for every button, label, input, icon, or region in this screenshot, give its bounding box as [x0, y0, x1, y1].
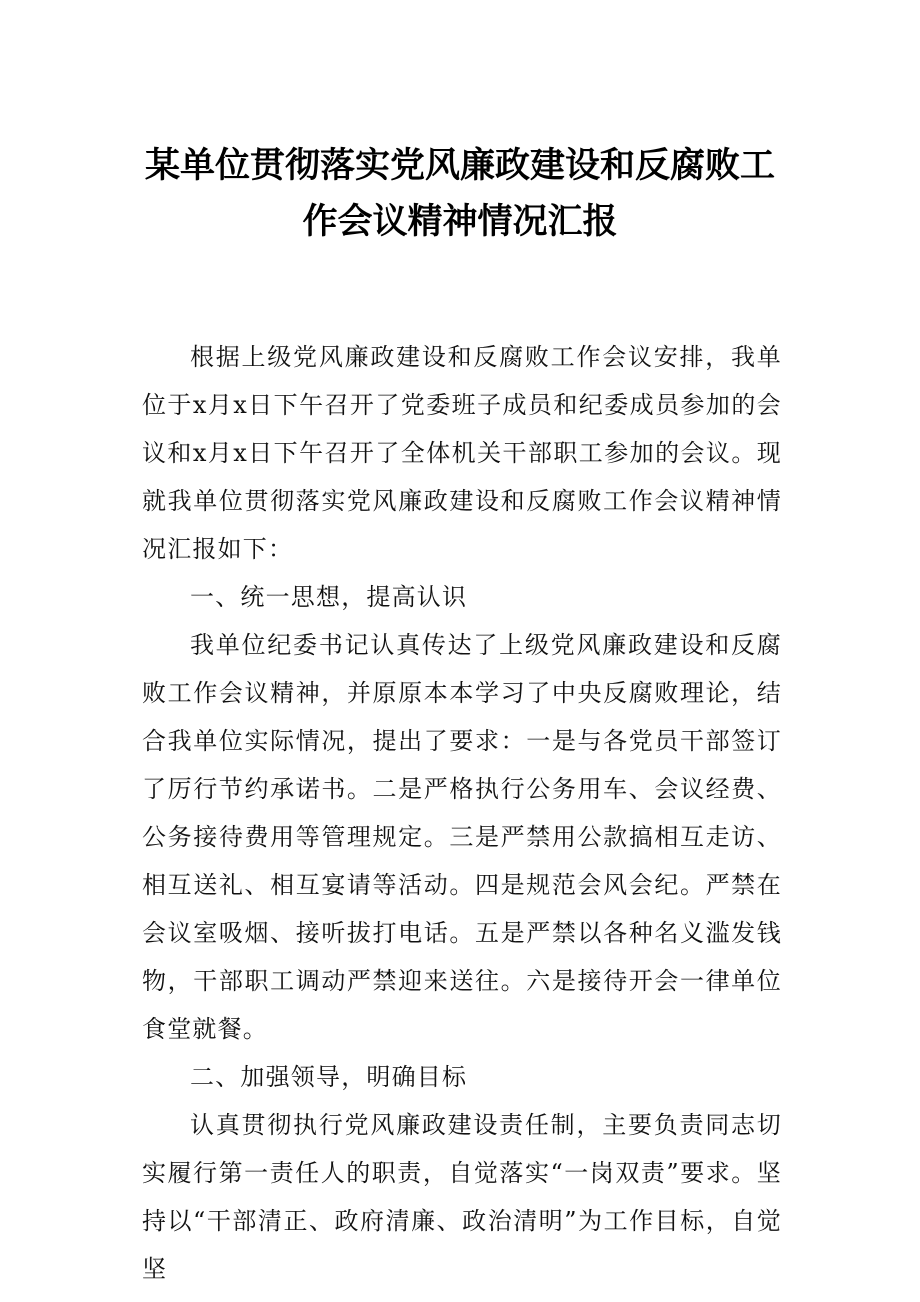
paragraph-section-1: 我单位纪委书记认真传达了上级党风廉政建设和反腐败工作会议精神，并原原本本学习了中央反腐败理论，结合我单位实际情况，提出了要求：一是与各党员干部签订了厉行节约承诺书。二是严格执行公务用车、会议经费、公务接待费用等管理规定。三是严禁用公款搞相互走访、相互送礼、相互宴请等活动。四是规范会风会纪。严禁在会议室吸烟、接听拔打电话。五是严禁以各种名义滥发钱物，干部职工调动严禁迎来送往。六是接待开会一律单位食堂就餐。: [142, 631, 782, 1043]
title-line-1: 某单位贯彻落实党风廉政建设和反腐败工: [144, 146, 775, 186]
paragraph-section-2: 认真贯彻执行党风廉政建设责任制，主要负责同志切实履行第一责任人的职责，自觉落实“一岗双责”要求。坚持以“干部清正、政府清廉、政治清明”为工作目标，自觉坚: [142, 1111, 782, 1283]
title-line-2: 作会议精神情况汇报: [302, 202, 618, 242]
document-body: [142, 333, 782, 1293]
paragraph-intro: 根据上级党风廉政建设和反腐败工作会议安排，我单位于x月x日下午召开了党委班子成员和纪委成员参加的会议和x月x日下午召开了全体机关干部职工参加的会议。现就我单位贯彻落实党风廉政建设和反腐败工作会议精神情况汇报如下：: [142, 343, 782, 563]
section-heading-1: 一、统一思想，提高认识: [190, 583, 468, 611]
section-heading-2: 二、加强领导，明确目标: [190, 1063, 468, 1091]
document-title: [0, 138, 920, 250]
